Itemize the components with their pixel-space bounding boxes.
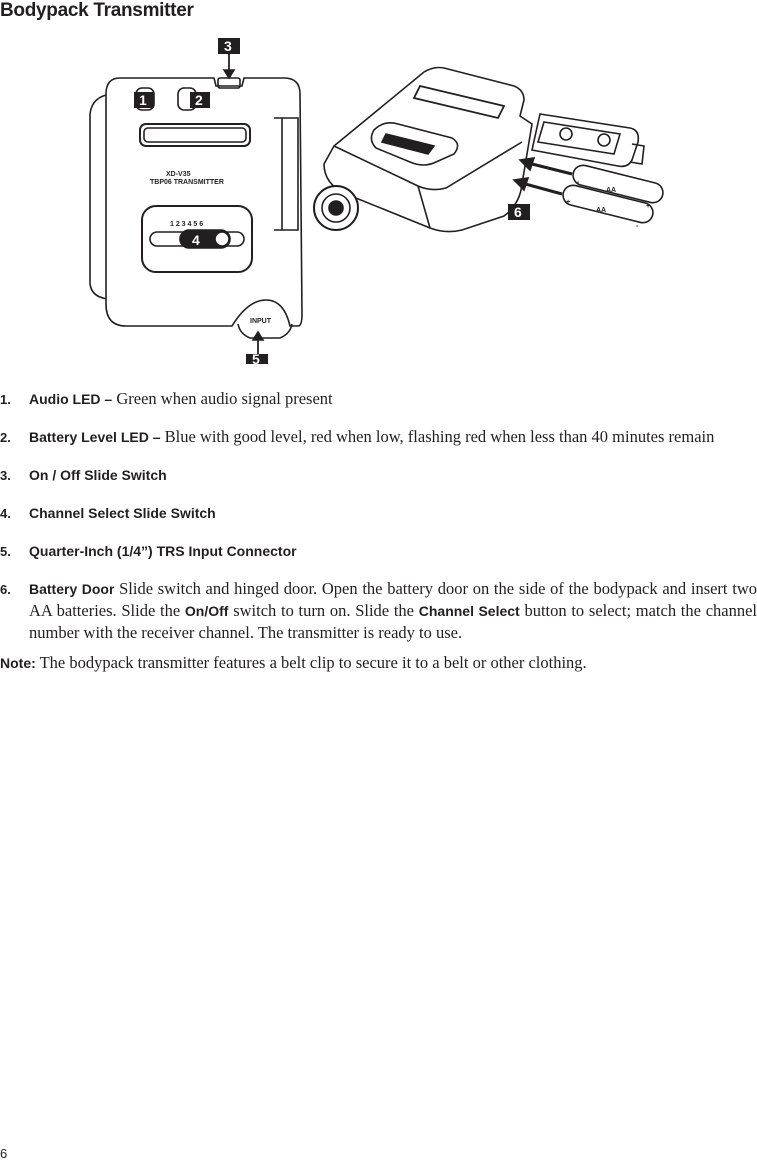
item-heading: Quarter-Inch (1/4”) TRS Input Connector [29, 543, 297, 559]
channel-numbers: 1 2 3 4 5 6 [170, 221, 204, 228]
list-item [0, 540, 757, 562]
callout-3 [218, 38, 240, 54]
note-text: The bodypack transmitter features a belt clip to secure it to a belt or other clothing. [35, 653, 587, 672]
list-item [0, 578, 757, 643]
list-item [0, 426, 757, 448]
item-number: 5. [0, 544, 11, 559]
battery-type-bottom: AA [596, 207, 607, 214]
item-number: 2. [0, 430, 11, 445]
model-subtitle: TBP06 TRANSMITTER [150, 179, 224, 186]
battery-plus-bottom: + [566, 199, 571, 206]
svg-text:3: 3 [224, 38, 232, 54]
channel-select-term: Channel Select [418, 603, 520, 619]
battery-plus-top: + [646, 203, 651, 210]
battery-type-top: AA [606, 187, 617, 194]
battery-minus-top: - [577, 179, 580, 186]
item-number: 6. [0, 582, 11, 597]
feature-list [0, 388, 757, 659]
svg-text:4: 4 [192, 232, 200, 248]
list-item [0, 388, 757, 410]
svg-text:5: 5 [252, 351, 260, 364]
callout-1 [134, 92, 154, 108]
model-label: XD-V35 [166, 171, 191, 178]
callout-5 [246, 351, 268, 364]
item-number: 4. [0, 506, 11, 521]
input-label: INPUT [250, 318, 271, 325]
page-title: Bodypack Transmitter [0, 0, 194, 21]
svg-text:6: 6 [514, 204, 522, 220]
list-item [0, 502, 757, 524]
svg-text:2: 2 [195, 92, 203, 108]
item-number: 3. [0, 468, 11, 483]
battery-minus-bottom: - [636, 223, 639, 230]
bodypack-illustration [84, 34, 684, 364]
page-number: 6 [0, 1146, 8, 1161]
callout-6 [508, 204, 530, 220]
item-description: Green when audio signal present [112, 389, 333, 408]
svg-text:1: 1 [139, 92, 147, 108]
item-description-end: button to select; match the channel number with the receiver channel. The transmitter is ready to use. [29, 601, 757, 642]
item-heading: Channel Select Slide Switch [29, 505, 216, 521]
item-heading: Battery Level LED – [29, 429, 161, 445]
item-heading: Battery Door [29, 581, 115, 597]
callout-2 [190, 92, 210, 108]
item-number: 1. [0, 392, 11, 407]
note [0, 652, 587, 674]
input-connector [238, 324, 292, 338]
item-heading: On / Off Slide Switch [29, 467, 167, 483]
note-label: Note: [0, 655, 36, 671]
transmitter-body [106, 78, 302, 326]
callout-4 [186, 232, 208, 248]
item-description: Blue with good level, red when low, flashing red when less than 40 minutes remain [160, 427, 715, 446]
on-off-term: On/Off [184, 603, 229, 619]
item-heading: Audio LED – [29, 391, 113, 407]
item-description: Slide switch and hinged door. Open the battery door on the side of the bodypack and insert two AA batteries. Slide the [29, 579, 757, 620]
item-description-cont: switch to turn on. Slide the [228, 601, 419, 620]
list-item [0, 464, 757, 486]
